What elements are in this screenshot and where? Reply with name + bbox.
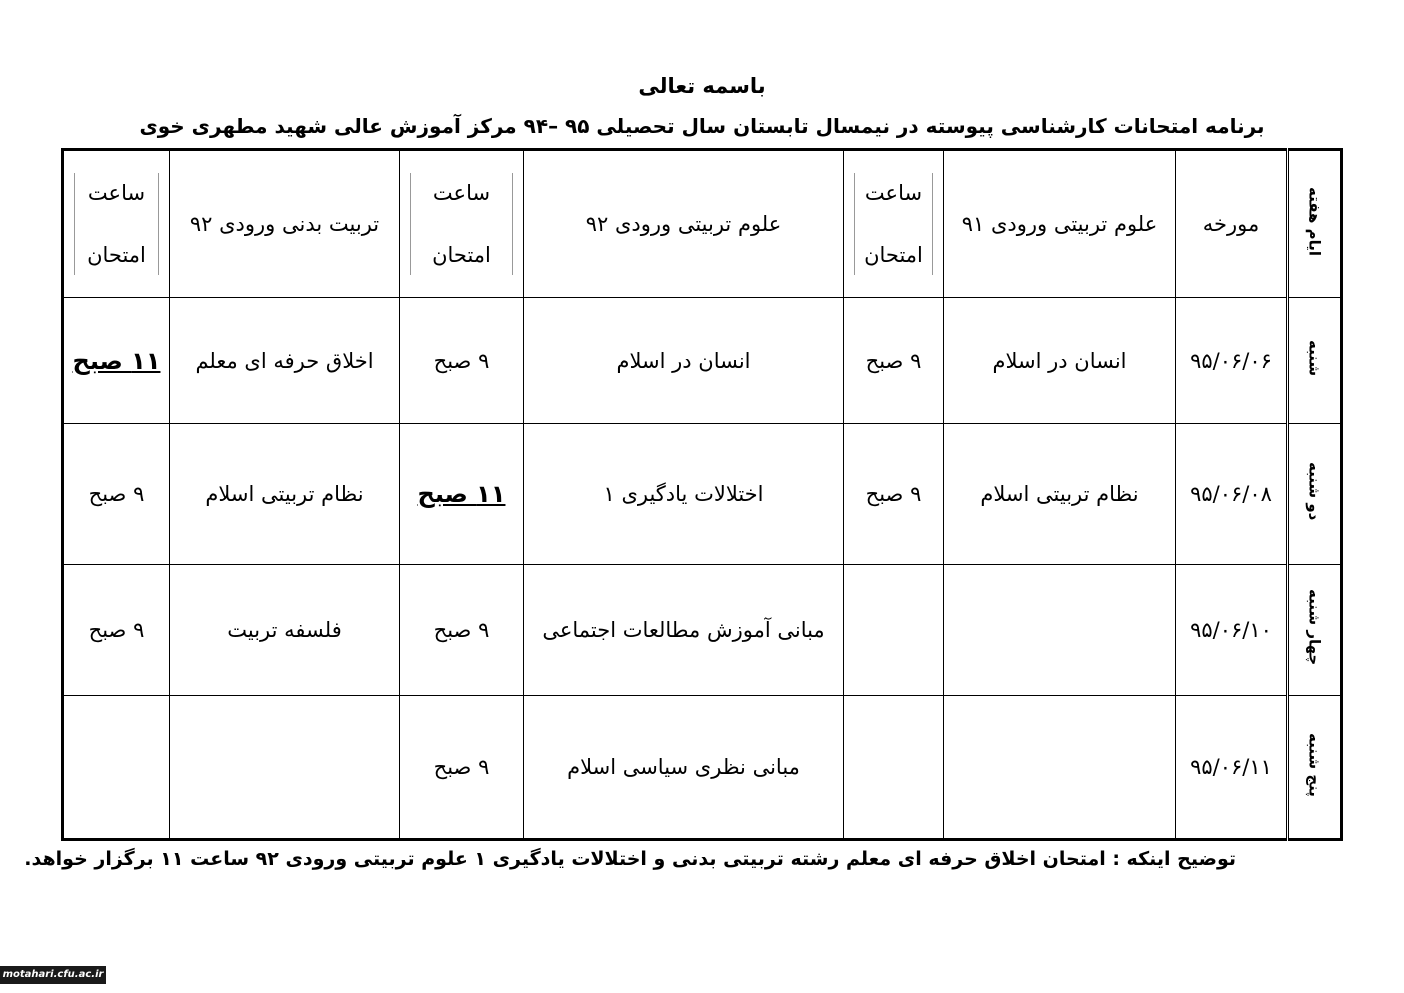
exam-schedule-table xyxy=(61,148,1343,841)
cell-course-1 xyxy=(944,696,1176,840)
table-row xyxy=(63,424,1342,565)
cell-day: چهار شنبه xyxy=(1288,565,1342,696)
header-time-3: ساعت امتحان xyxy=(63,150,170,298)
cell-time-2: ۱۱ صبح xyxy=(400,424,524,565)
cell-course-2: انسان در اسلام xyxy=(524,298,844,424)
cell-time-1: ۹ صبح xyxy=(844,298,944,424)
cell-time-2: ۹ صبح xyxy=(400,696,524,840)
header-time-2: ساعت امتحان xyxy=(400,150,524,298)
cell-date: ۹۵/۰۶/۰۸ xyxy=(1176,424,1288,565)
cell-course-3: نظام تربیتی اسلام xyxy=(170,424,400,565)
cell-course-1: انسان در اسلام xyxy=(944,298,1176,424)
cell-time-1 xyxy=(844,696,944,840)
header-day: ایام هفته xyxy=(1288,150,1342,298)
cell-time-3 xyxy=(63,696,170,840)
cell-date: ۹۵/۰۶/۰۶ xyxy=(1176,298,1288,424)
cell-course-2: اختلالات یادگیری ۱ xyxy=(524,424,844,565)
table-row xyxy=(63,565,1342,696)
cell-course-2: مبانی آموزش مطالعات اجتماعی xyxy=(524,565,844,696)
cell-day: دو شنبه xyxy=(1288,424,1342,565)
cell-course-1: نظام تربیتی اسلام xyxy=(944,424,1176,565)
heading-title: باسمه تعالی xyxy=(638,74,766,98)
table-header-row xyxy=(63,150,1342,298)
header-course-1: علوم تربیتی ورودی ۹۱ xyxy=(944,150,1176,298)
cell-time-3: ۱۱ صبح xyxy=(63,298,170,424)
cell-course-3: اخلاق حرفه ای معلم xyxy=(170,298,400,424)
table-row xyxy=(63,696,1342,840)
heading-subtitle: برنامه امتحانات کارشناسی پیوسته در نیمسال تابستان سال تحصیلی ۹۵ –۹۴ مرکز آموزش عالی شهید مطهری خوی xyxy=(139,114,1265,138)
cell-day: پنج شنبه xyxy=(1288,696,1342,840)
header-course-3: تربیت بدنی ورودی ۹۲ xyxy=(170,150,400,298)
cell-time-3: ۹ صبح xyxy=(63,565,170,696)
header-date: مورخه xyxy=(1176,150,1288,298)
site-watermark: motahari.cfu.ac.ir xyxy=(0,966,106,984)
cell-date: ۹۵/۰۶/۱۱ xyxy=(1176,696,1288,840)
header-time-1: ساعت امتحان xyxy=(844,150,944,298)
cell-time-3: ۹ صبح xyxy=(63,424,170,565)
cell-time-2: ۹ صبح xyxy=(400,298,524,424)
cell-course-3 xyxy=(170,696,400,840)
header-course-2: علوم تربیتی ورودی ۹۲ xyxy=(524,150,844,298)
cell-day: شنبه xyxy=(1288,298,1342,424)
cell-time-2: ۹ صبح xyxy=(400,565,524,696)
cell-time-1: ۹ صبح xyxy=(844,424,944,565)
cell-date: ۹۵/۰۶/۱۰ xyxy=(1176,565,1288,696)
cell-time-1 xyxy=(844,565,944,696)
cell-course-3: فلسفه تربیت xyxy=(170,565,400,696)
cell-course-2: مبانی نظری سیاسی اسلام xyxy=(524,696,844,840)
table-row xyxy=(63,298,1342,424)
cell-course-1 xyxy=(944,565,1176,696)
footnote: توضیح اینکه : امتحان اخلاق حرفه ای معلم رشته تربیتی بدنی و اختلالات یادگیری ۱ علوم تربیتی ورودی ۹۲ ساعت ۱۱ برگزار خواهد. xyxy=(24,848,1236,870)
